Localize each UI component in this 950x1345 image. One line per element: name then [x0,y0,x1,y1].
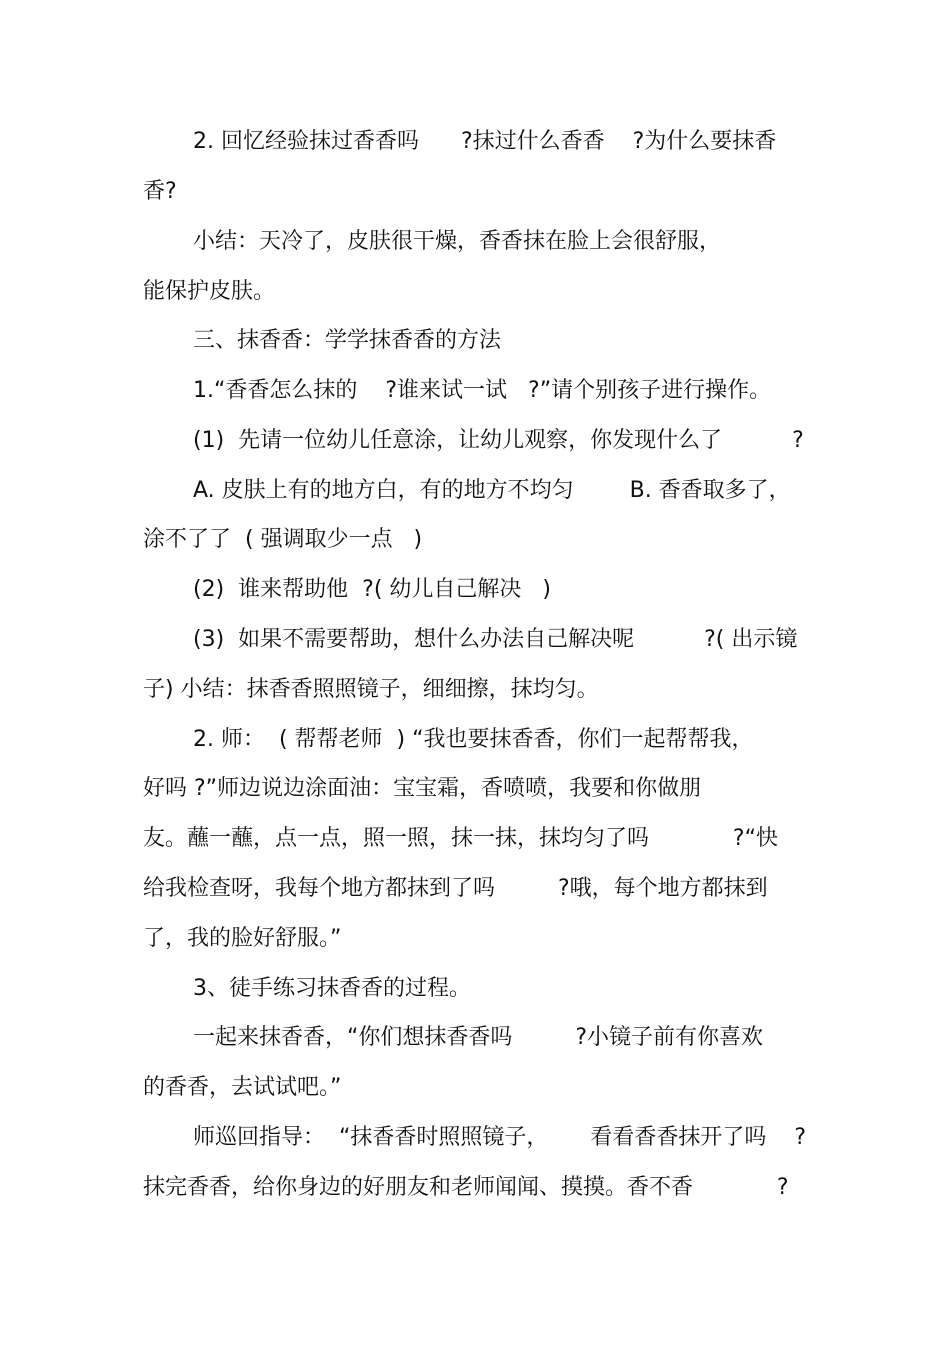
text-line-3: 小结：天冷了，皮肤很干燥，香香抹在脸上会很舒服， [193,229,722,254]
text-line-12: 子) 小结：抹香香照照镜子，细细擦，抹均匀。 [143,677,599,702]
text-line-8: A. 皮肤上有的地方白，有的地方不均匀 B. 香香取多了， [193,478,791,503]
text-line-2: 香? [143,179,177,204]
text-line-14: 好吗 ?”师边说边涂面油：宝宝霜，香喷喷，我要和你做朋 [143,776,702,801]
text-line-9: 涂不了了 ( 强调取少一点 ) [143,527,423,552]
text-line-13: 2. 师： ( 帮帮老师 ) “我也要抹香香，你们一起帮帮我， [193,727,754,752]
text-line-16: 给我检查呀，我每个地方都抹到了吗 ?哦，每个地方都抹到 [143,876,768,901]
text-line-1: 2. 回忆经验抹过香香吗 ?抹过什么香香 ?为什么要抹香 [193,129,777,154]
text-line-21: 师巡回指导： “抹香香时照照镜子， 看看香香抹开了吗 ? [193,1125,806,1150]
text-line-7: (1) 先请一位幼儿任意涂，让幼儿观察，你发现什么了 ? [193,428,804,453]
text-line-17: 了，我的脸好舒服。” [143,926,342,951]
text-line-18: 3、徒手练习抹香香的过程。 [193,976,471,1001]
text-line-15: 友。蘸一蘸，点一点，照一照，抹一抹，抹均匀了吗 ?“快 [143,826,778,851]
section-heading: 三、抹香香：学学抹香香的方法 [193,328,502,353]
text-line-10: (2) 谁来帮助他 ?( 幼儿自己解决 ) [193,577,551,602]
text-line-22: 抹完香香，给你身边的好朋友和老师闻闻、摸摸。香不香 ? [143,1175,789,1200]
text-line-20: 的香香，去试试吧。” [143,1075,342,1100]
text-line-4: 能保护皮肤。 [143,279,276,304]
text-line-19: 一起来抹香香，“你们想抹香香吗 ?小镜子前有你喜欢 [193,1025,764,1050]
text-line-11: (3) 如果不需要帮助，想什么办法自己解决呢 ?( 出示镜 [193,627,798,652]
text-line-6: 1.“香香怎么抹的 ?谁来试一试 ?”请个别孩子进行操作。 [193,378,772,403]
